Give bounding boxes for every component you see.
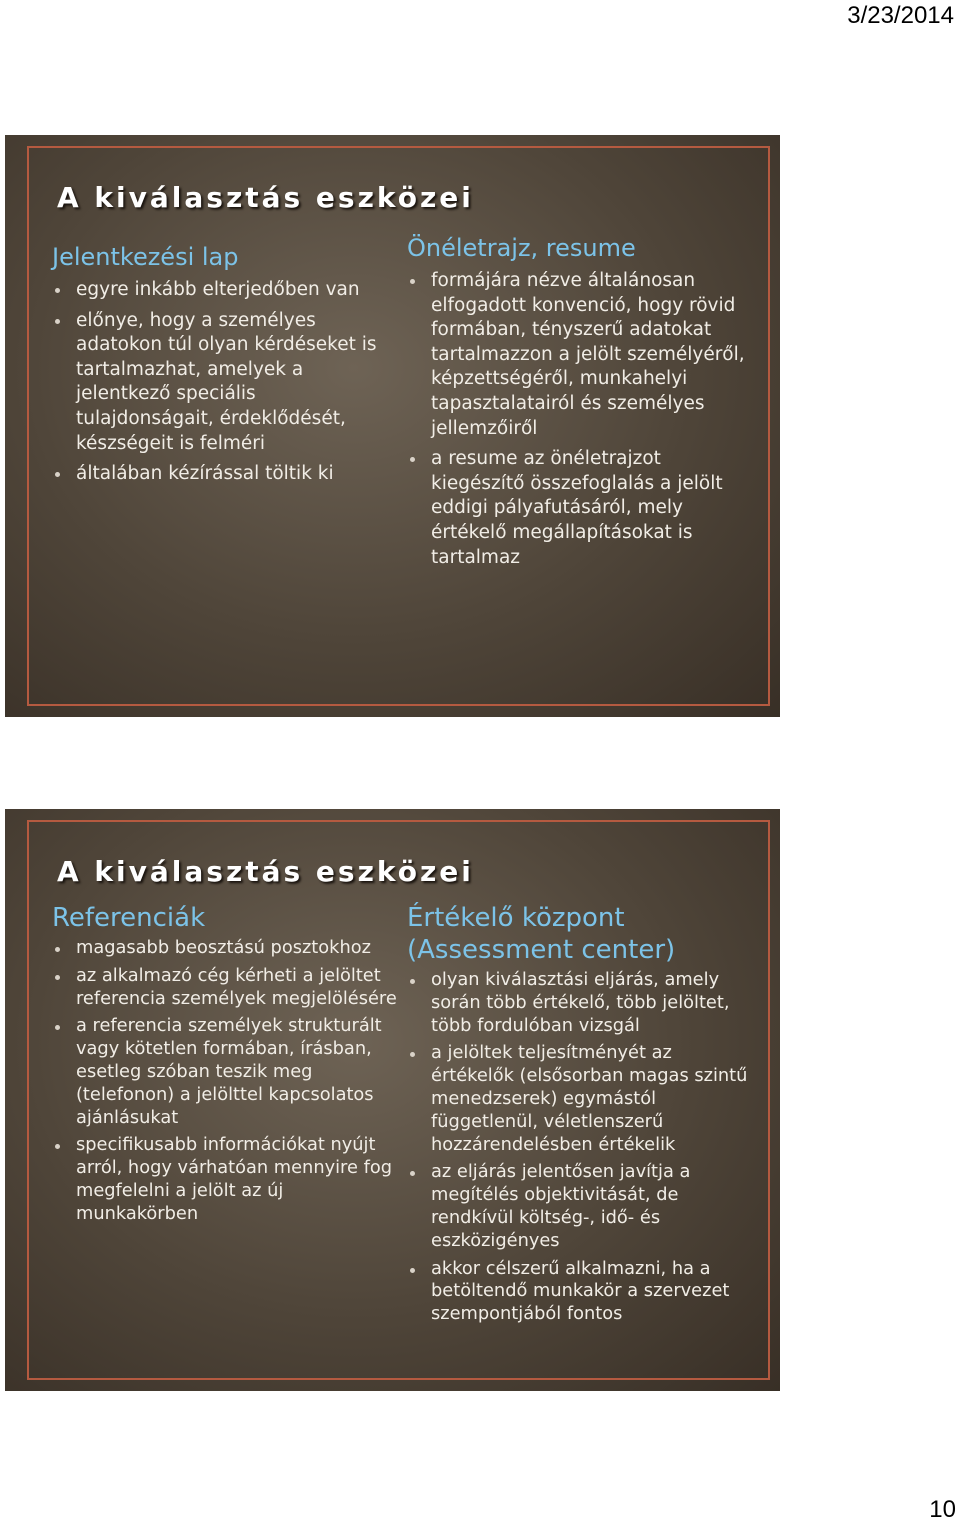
bullet-item: akkor célszerű alkalmazni, ha a betöltendő munkakör a szervezet szempontjából fontos — [407, 1258, 752, 1326]
bullet-list — [52, 278, 382, 487]
slide-title: A kiválasztás eszközei — [57, 855, 474, 888]
bullet-list — [407, 969, 752, 1326]
column-ertekelo-kozpont — [407, 902, 752, 1331]
bullet-item: egyre inkább elterjedőben van — [52, 278, 382, 303]
bullet-list — [407, 269, 752, 570]
bullet-item: a resume az önéletrajzot kiegészítő összefoglalás a jelölt eddigi pályafutásáról, mely értékelő megállapításokat is tartalmaz — [407, 447, 752, 570]
column-referenciak — [52, 902, 397, 1231]
column-heading: Referenciák — [52, 903, 206, 933]
column-heading: Értékelő központ (Assessment center) — [407, 903, 676, 965]
column-jelentkezesi-lap — [52, 242, 382, 493]
bullet-item: olyan kiválasztási eljárás, amely során több értékelő, több jelöltet, több fordulóban vizsgál — [407, 969, 752, 1037]
bullet-item: általában kézírással töltik ki — [52, 462, 382, 487]
page-number: 10 — [929, 1496, 956, 1523]
column-heading: Önéletrajz, resume — [407, 234, 636, 262]
column-heading: Jelentkezési lap — [52, 243, 239, 271]
column-oneletrajz — [407, 233, 752, 576]
bullet-item: a jelöltek teljesítményét az értékelők (elsősorban magas szintű menedzserek) egymástól függetlenül, véletlenszerű hozzárendelésben értékelik — [407, 1042, 752, 1156]
bullet-item: a referencia személyek strukturált vagy kötetlen formában, írásban, esetleg szóban teszik meg (telefonon) a jelölttel kapcsolatos ajánlásukat — [52, 1015, 397, 1129]
page-date: 3/23/2014 — [847, 2, 954, 29]
slide-2 — [5, 809, 780, 1391]
bullet-list — [52, 937, 397, 1226]
bullet-item: specifikusabb információkat nyújt arról, hogy várhatóan mennyire fog megfelelni a jelölt az új munkakörben — [52, 1134, 397, 1225]
bullet-item: előnye, hogy a személyes adatokon túl olyan kérdéseket is tartalmazhat, amelyek a jelentkező speciális tulajdonságait, érdeklődését, készségeit is felméri — [52, 309, 382, 457]
bullet-item: magasabb beosztású posztokhoz — [52, 937, 397, 960]
bullet-item: az eljárás jelentősen javítja a megítélés objektivitását, de rendkívül költség-, idő- és eszközigényes — [407, 1161, 752, 1252]
bullet-item: formájára nézve általánosan elfogadott konvenció, hogy rövid formában, tényszerű adatokat tartalmazzon a jelölt személyéről, képzettségéről, munkahelyi tapasztalatairól és személyes jellemzőiről — [407, 269, 752, 441]
slide-1 — [5, 135, 780, 717]
bullet-item: az alkalmazó cég kérheti a jelöltet referencia személyek megjelölésére — [52, 965, 397, 1011]
slide-title: A kiválasztás eszközei — [57, 181, 474, 214]
